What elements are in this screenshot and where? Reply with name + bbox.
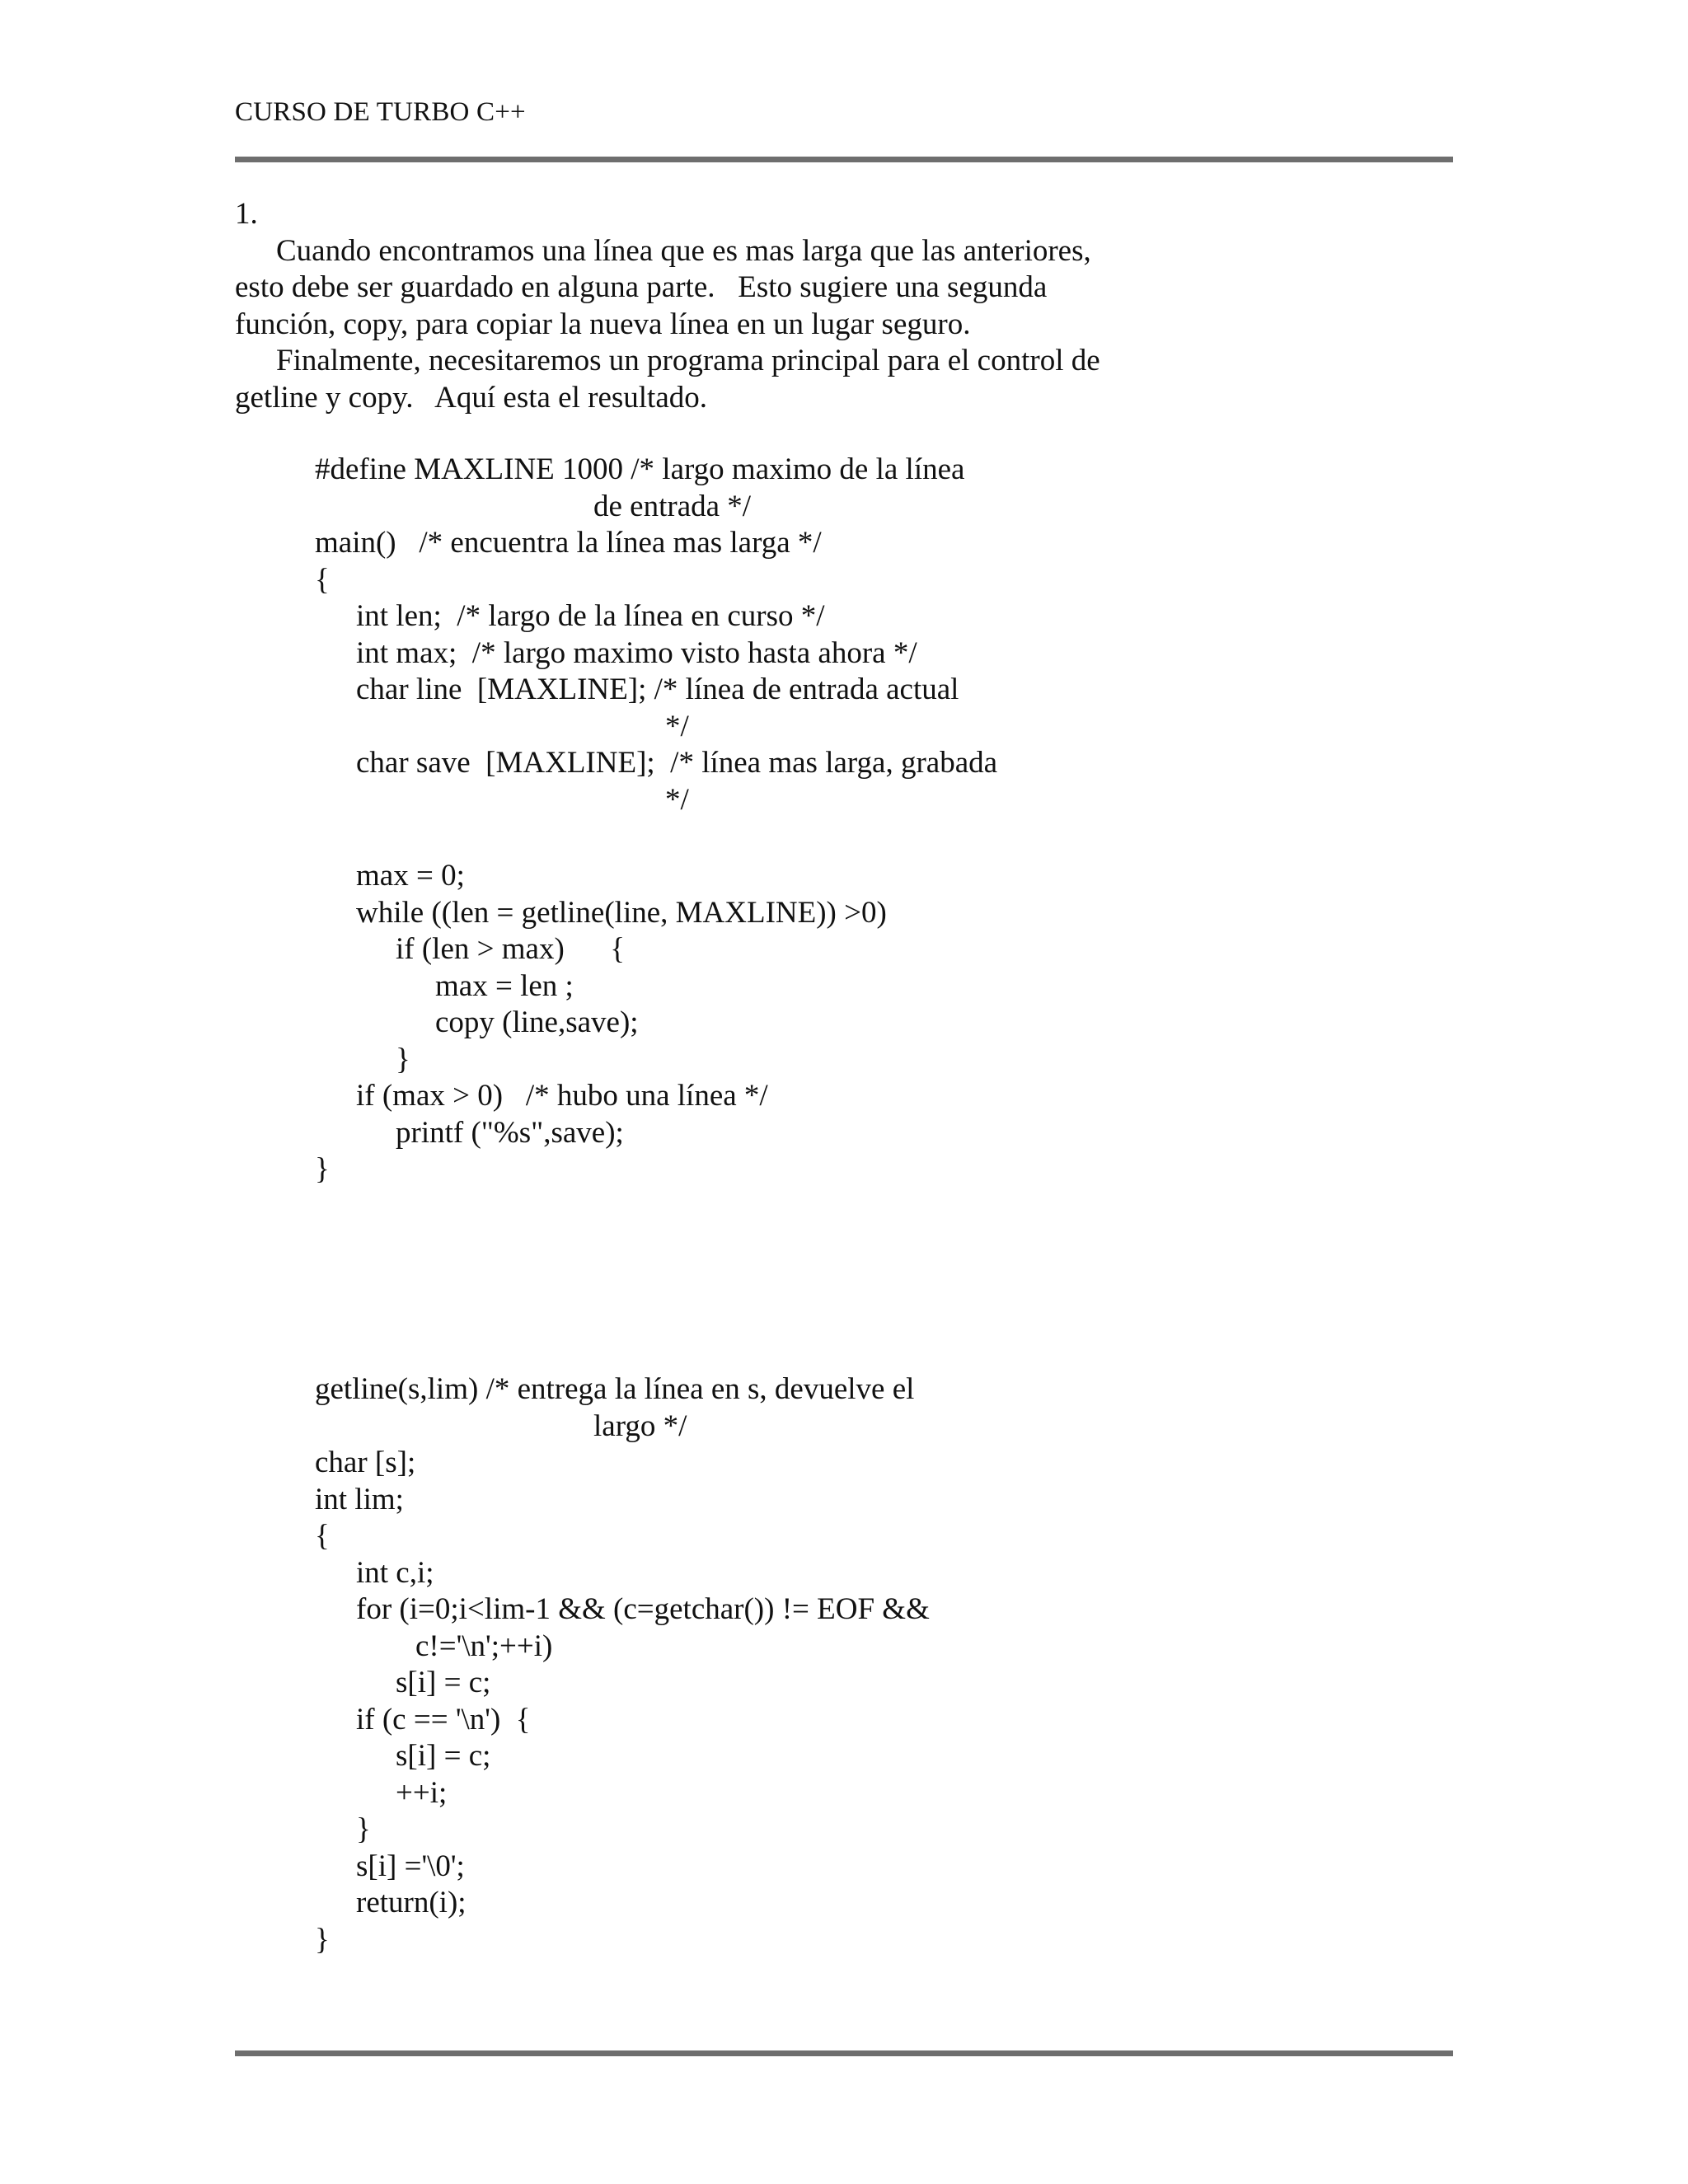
section-number: 1. bbox=[235, 197, 258, 231]
paragraph-line: Cuando encontramos una línea que es mas larga que las anteriores, bbox=[276, 233, 1091, 268]
top-rule bbox=[235, 157, 1453, 162]
paragraph-line: getline y copy. Aquí esta el resultado. bbox=[235, 380, 708, 415]
running-header: CURSO DE TURBO C++ bbox=[235, 97, 526, 127]
paragraph-line: esto debe ser guardado en alguna parte. Esto sugiere una segunda bbox=[235, 270, 1048, 304]
bottom-rule bbox=[235, 2050, 1453, 2056]
paragraph-line: función, copy, para copiar la nueva línea en un lugar seguro. bbox=[235, 307, 971, 341]
body-text bbox=[235, 196, 1323, 416]
paragraph-line: Finalmente, necesitaremos un programa principal para el control de bbox=[276, 344, 1100, 377]
